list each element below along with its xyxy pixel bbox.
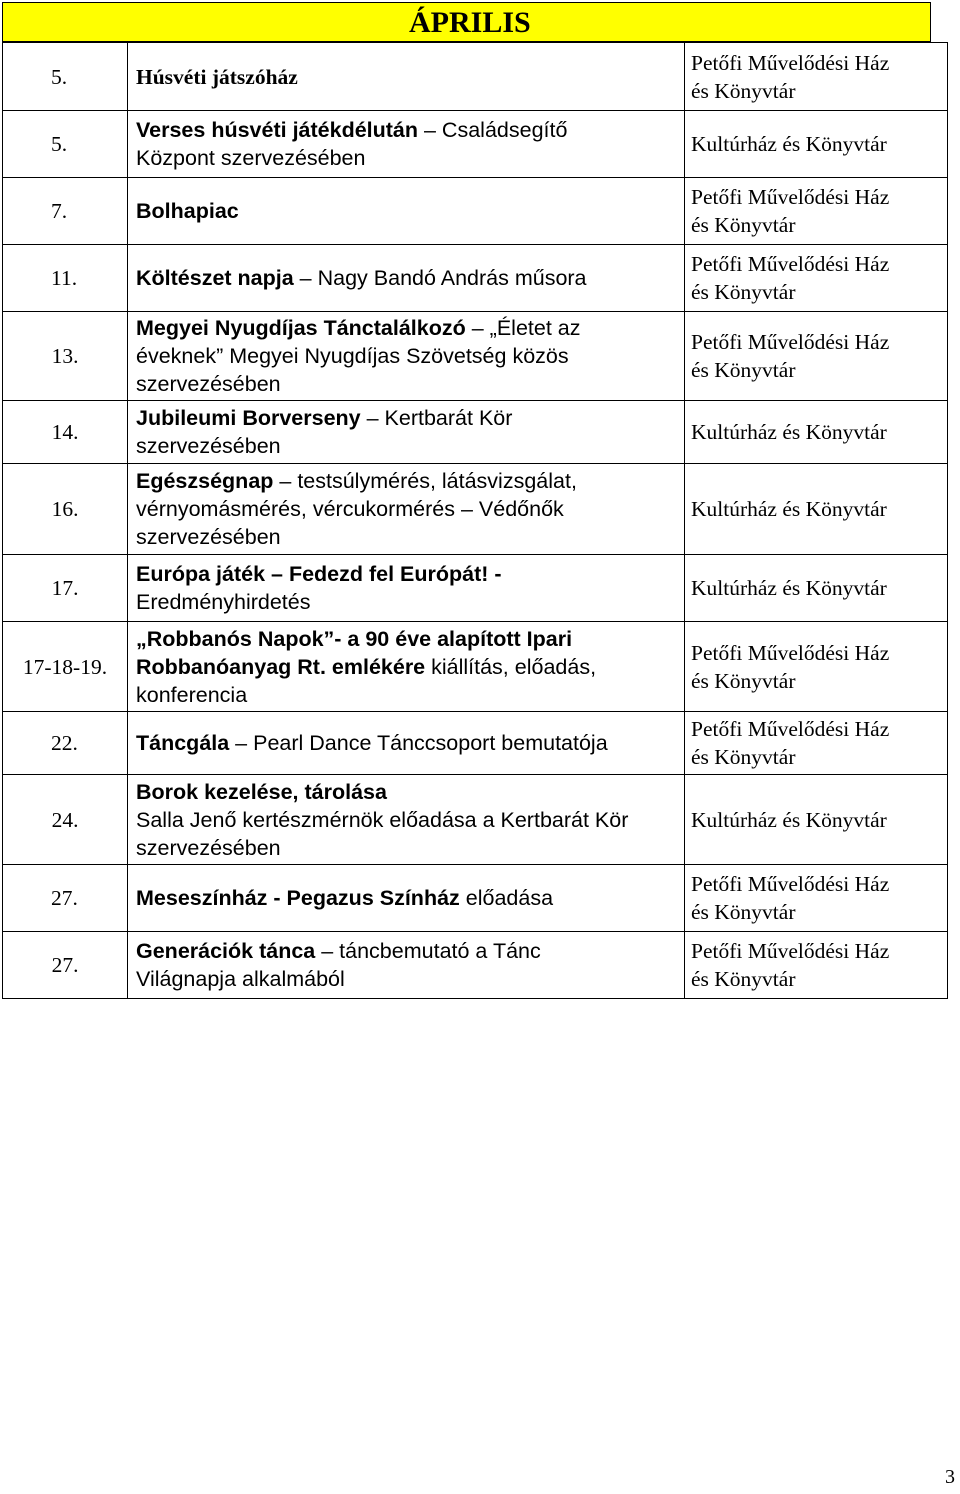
table-row: [3, 43, 948, 111]
table-row: [3, 401, 948, 464]
table-row: [3, 555, 948, 622]
table-row: [3, 111, 948, 178]
event-venue: Petőfi Művelődési Ház és Könyvtár: [685, 43, 948, 111]
event-date: 17.: [3, 555, 128, 622]
event-title: Megyei Nyugdíjas Tánctalálkozó – „Életet az éveknek” Megyei Nyugdíjas Szövetség közös szervezésében: [128, 312, 685, 401]
event-date: 13.: [3, 312, 128, 401]
event-date: 5.: [3, 111, 128, 178]
page-number: 3: [945, 1466, 955, 1488]
month-title: ÁPRILIS: [409, 6, 531, 39]
event-title: Jubileumi Borverseny – Kertbarát Kör szervezésében: [128, 401, 685, 464]
month-header: [2, 2, 931, 42]
event-venue: Kultúrház és Könyvtár: [685, 775, 948, 865]
event-title: „Robbanós Napok”- a 90 éve alapított Ipari Robbanóanyag Rt. emlékére kiállítás, előadás, konferencia: [128, 622, 685, 712]
event-date: 27.: [3, 865, 128, 932]
event-date: 16.: [3, 464, 128, 555]
event-date: 7.: [3, 178, 128, 245]
event-title: Verses húsvéti játékdélután – Családsegítő Központ szervezésében: [128, 111, 685, 178]
event-title: Borok kezelése, tárolása Salla Jenő kertészmérnök előadása a Kertbarát Kör szervezésében: [128, 775, 685, 865]
event-title: Európa játék – Fedezd fel Európát! - Eredményhirdetés: [128, 555, 685, 622]
event-date: 5.: [3, 43, 128, 111]
event-date: 11.: [3, 245, 128, 312]
event-title: Bolhapiac: [128, 178, 685, 245]
table-row: [3, 622, 948, 712]
event-venue: Petőfi Művelődési Ház és Könyvtár: [685, 312, 948, 401]
event-date: 22.: [3, 712, 128, 775]
table-row: [3, 464, 948, 555]
table-row: [3, 178, 948, 245]
event-venue: Petőfi Művelődési Ház és Könyvtár: [685, 245, 948, 312]
table-row: [3, 932, 948, 999]
event-venue: Petőfi Művelődési Ház és Könyvtár: [685, 932, 948, 999]
events-table: [2, 42, 948, 999]
event-venue: Kultúrház és Könyvtár: [685, 464, 948, 555]
table-row: [3, 865, 948, 932]
event-venue: Kultúrház és Könyvtár: [685, 555, 948, 622]
event-title: Táncgála – Pearl Dance Tánccsoport bemutatója: [128, 712, 685, 775]
event-venue: Petőfi Művelődési Ház és Könyvtár: [685, 622, 948, 712]
table-row: [3, 712, 948, 775]
event-venue: Kultúrház és Könyvtár: [685, 111, 948, 178]
table-row: [3, 245, 948, 312]
table-row: [3, 775, 948, 865]
event-title: Meseszínház - Pegazus Színház előadása: [128, 865, 685, 932]
event-date: 27.: [3, 932, 128, 999]
event-date: 24.: [3, 775, 128, 865]
event-title: Húsvéti játszóház: [128, 43, 685, 111]
event-venue: Kultúrház és Könyvtár: [685, 401, 948, 464]
event-venue: Petőfi Művelődési Ház és Könyvtár: [685, 865, 948, 932]
event-title: Generációk tánca – táncbemutató a Tánc Világnapja alkalmából: [128, 932, 685, 999]
event-venue: Petőfi Művelődési Ház és Könyvtár: [685, 178, 948, 245]
event-title: Egészségnap – testsúlymérés, látásvizsgálat, vérnyomásmérés, vércukormérés – Védőnők szervezésében: [128, 464, 685, 555]
table-row: [3, 312, 948, 401]
event-date: 14.: [3, 401, 128, 464]
event-venue: Petőfi Művelődési Ház és Könyvtár: [685, 712, 948, 775]
event-title: Költészet napja – Nagy Bandó András műsora: [128, 245, 685, 312]
event-date: 17-18-19.: [3, 622, 128, 712]
